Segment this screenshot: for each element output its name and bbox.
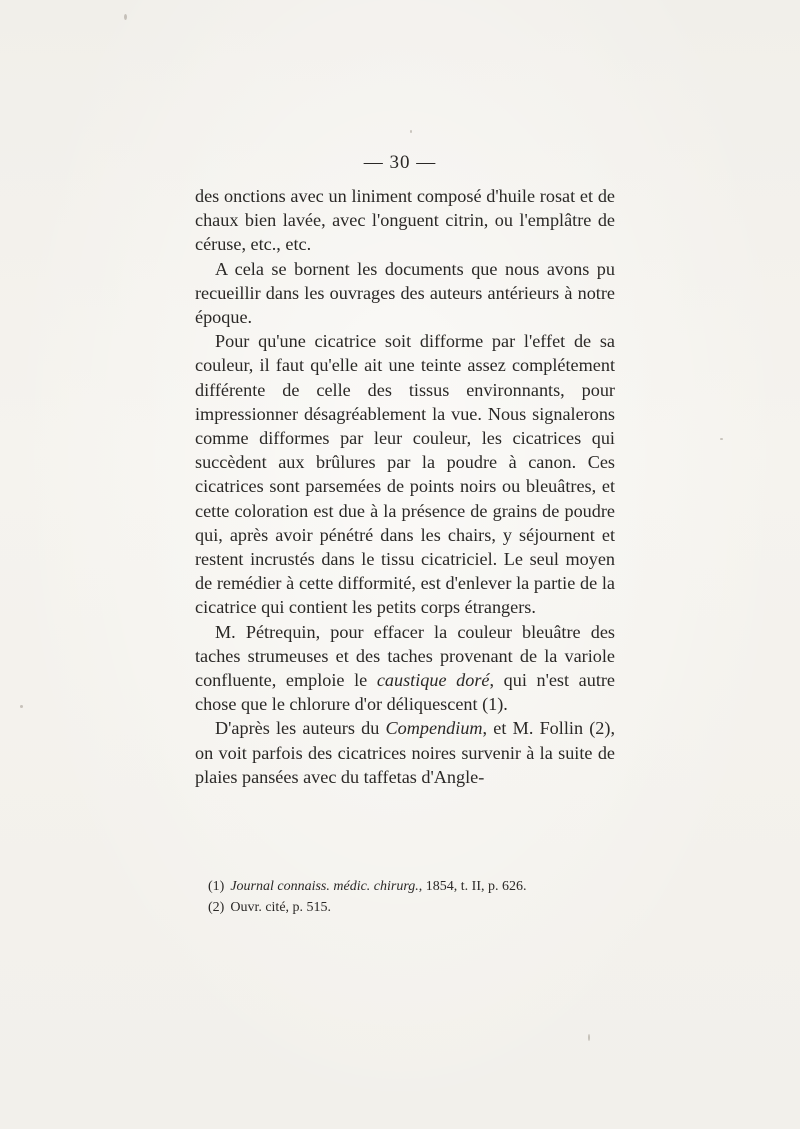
paragraph-3-text: Pour qu'une cicatrice soit difforme par l'effet de sa couleur, il faut qu'elle ait une teinte assez complétement différente de celle des tissus environnants, pour impressionner désagréablement la vue. Nous signalerons comme difformes par leur couleur, les cicatrices qui succèdent aux brûlures par la poudre à canon. Ces cicatrices sont parsemées de points noirs ou bleuâtres, et cette coloration est due à la présence de grains de poudre qui, après avoir pénétré dans les chairs, y séjournent et restent incrustés dans le tissu cicatriciel. Le seul moyen de remédier à cette difformité, est d'enlever la partie de la cicatrice qui contient les petits corps étrangers. — [195, 331, 615, 618]
paragraph-1 — [195, 184, 615, 257]
paragraph-5 — [195, 716, 615, 789]
paragraph-2 — [195, 257, 615, 330]
page-number: — 30 — — [363, 152, 437, 173]
footnote-2-ref: (2) — [208, 900, 225, 915]
footnote-1-citation: , 1854, t. II, p. 626. — [418, 879, 527, 894]
footnote-1 — [208, 876, 608, 897]
footnotes — [208, 876, 608, 918]
paragraph-4-italic-term: caustique doré — [376, 670, 490, 691]
paper-speck — [720, 438, 723, 440]
footnote-2-citation: Ouvr. cité, p. 515. — [230, 900, 332, 915]
paragraph-4-text-after: , qui n'est autre chose que le chlorure d'or déliquescent (1). — [195, 670, 616, 715]
paper-speck — [588, 1034, 590, 1041]
paragraph-1-text: des onctions avec un liniment composé d'huile rosat et de chaux bien lavée, avec l'onguent citrin, ou l'emplâtre de céruse, etc., etc. — [195, 186, 615, 255]
paragraph-5-italic-term: Compendium — [385, 718, 483, 739]
paper-speck — [20, 705, 23, 708]
paragraph-5-text-before: D'après les auteurs du — [215, 718, 386, 739]
paper-speck — [124, 14, 127, 20]
paragraph-4 — [195, 620, 615, 717]
paragraph-4-text-before: M. Pétrequin, pour effacer la couleur bleuâtre des taches strumeuses et des taches provenant de la variole confluente, emploie le — [195, 621, 615, 691]
footnote-2 — [208, 897, 608, 918]
paragraph-5-text-after: , et M. Follin (2), on voit parfois des cicatrices noires survenir à la suite de plaies pansées avec du taffetas d'Angle- — [195, 718, 615, 787]
main-text-block — [195, 184, 615, 789]
footnote-1-ref: (1) — [208, 879, 225, 894]
footnote-1-journal: Journal connaiss. médic. chirurg. — [230, 879, 419, 894]
paragraph-2-text: A cela se bornent les documents que nous avons pu recueillir dans les ouvrages des auteurs antérieurs à notre époque. — [195, 258, 615, 328]
paper-speck — [410, 130, 412, 133]
paragraph-3 — [195, 329, 615, 619]
